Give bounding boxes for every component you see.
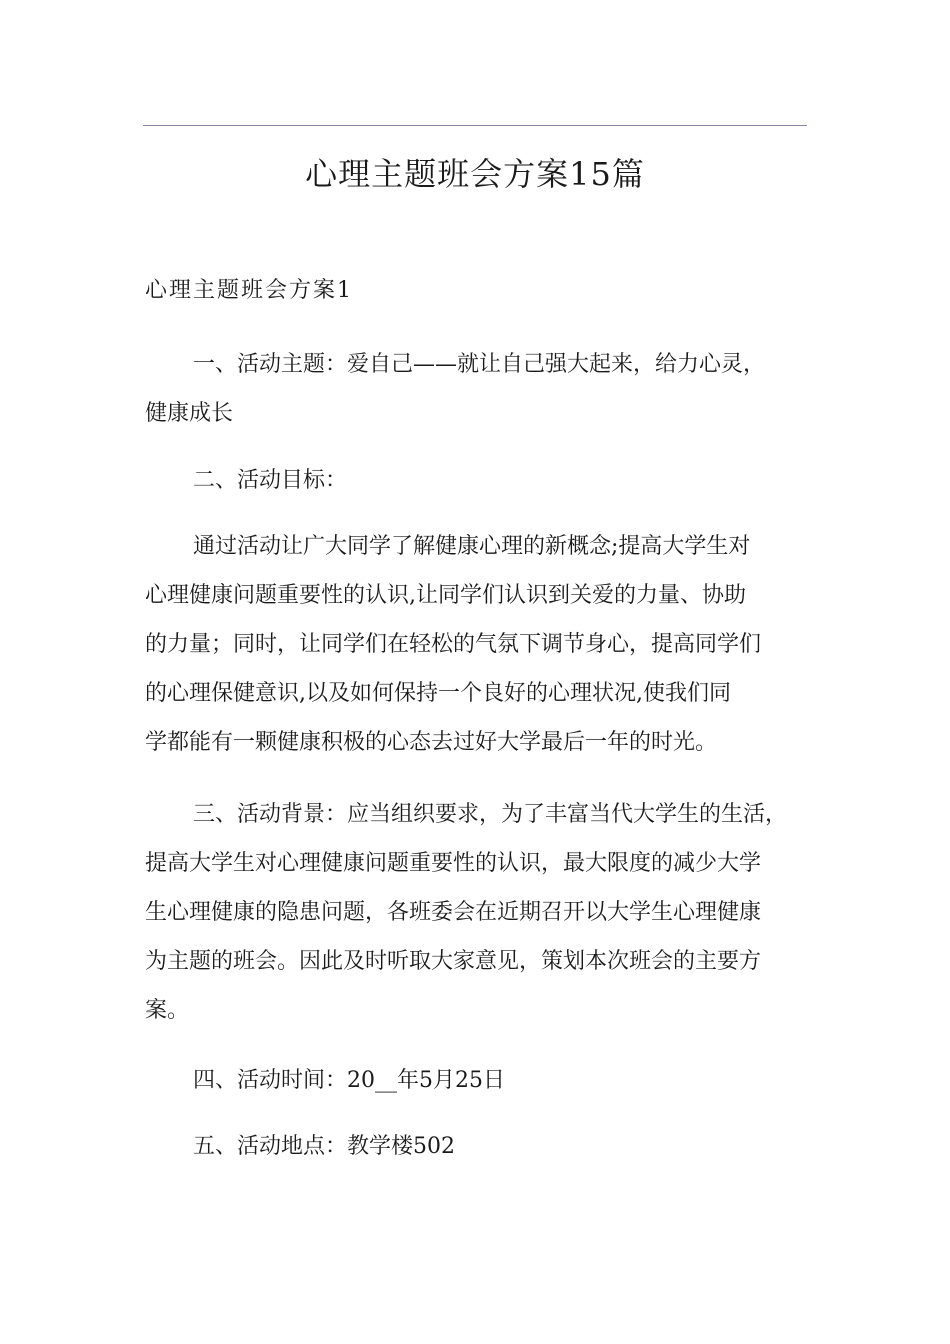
header-divider [143,125,807,126]
section-heading: 心理主题班会方案1 [145,278,353,303]
paragraph-line: 提高大学生对心理健康问题重要性的认识，最大限度的减少大学 [145,851,762,876]
paragraph-line: 学都能有一颗健康积极的心态去过好大学最后一年的时光。 [145,730,718,755]
paragraph-line: 生心理健康的隐患问题，各班委会在近期召开以大学生心理健康 [145,900,762,925]
paragraph-line: 为主题的班会。因此及时听取大家意见，策划本次班会的主要方 [145,949,762,974]
paragraph-line: 健康成长 [145,401,234,426]
paragraph-line: 四、活动时间：20__年5月25日 [193,1068,505,1093]
document-title: 心理主题班会方案15篇 [305,155,645,193]
paragraph-line: 心理健康问题重要性的认识,让同学们认识到关爱的力量、协助 [145,583,746,608]
paragraph-activity-time [145,1056,807,1105]
paragraph-line: 三、活动背景：应当组织要求，为了丰富当代大学生的生活， [193,802,788,827]
paragraph-line: 一、活动主题：爱自己——就让自己强大起来，给力心灵， [193,352,766,377]
paragraph-line: 的力量；同时，让同学们在轻松的气氛下调节身心，提高同学们 [145,632,762,657]
paragraph-line: 五、活动地点：教学楼502 [193,1134,455,1159]
paragraph-line: 二、活动目标： [193,468,348,493]
paragraph-activity-goal-heading [145,456,807,505]
paragraph-line: 通过活动让广大同学了解健康心理的新概念;提高大学生对 [193,534,751,559]
paragraph-activity-location [145,1122,807,1171]
paragraph-activity-goal [145,522,807,767]
paragraph-activity-background [145,790,807,1035]
paragraph-line: 案。 [145,998,190,1023]
paragraph-activity-theme [145,340,807,438]
paragraph-line: 的心理保健意识,以及如何保持一个良好的心理状况,使我们同 [145,681,731,706]
